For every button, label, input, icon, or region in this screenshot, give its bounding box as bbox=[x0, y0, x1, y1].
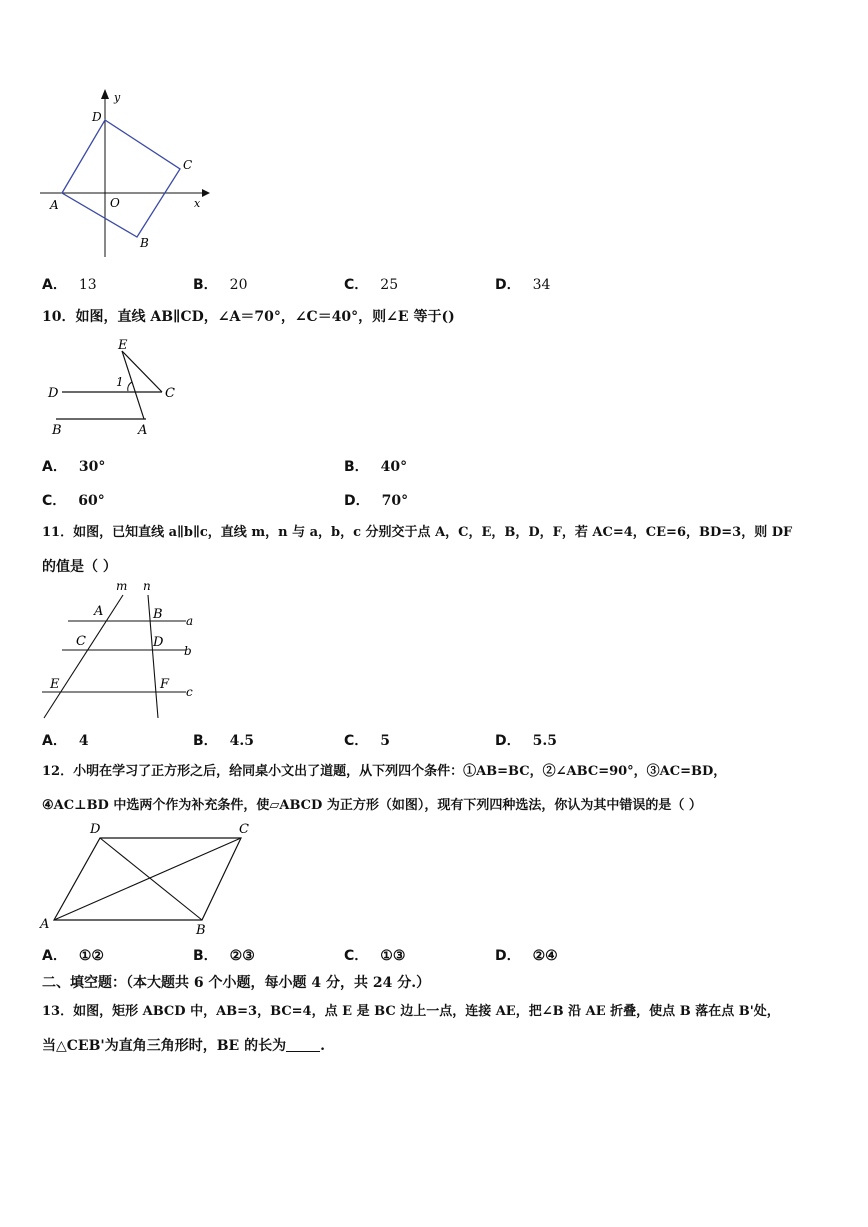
label-y: y bbox=[114, 91, 121, 104]
label-B: B bbox=[52, 423, 62, 438]
q9-option-b[interactable]: B． 20 bbox=[193, 277, 248, 293]
label-C: C bbox=[76, 634, 86, 649]
q11-text-line1: 11．如图，已知直线 a∥b∥c，直线 m，n 与 a，b，c 分别交于点 A，C，E，B，D，F，若 AC=4，CE=6，BD=3，则 DF bbox=[42, 525, 793, 540]
q13-text-line2 bbox=[42, 1036, 325, 1056]
q11-option-c[interactable]: C． 5 bbox=[344, 733, 391, 749]
q10-text: 10．如图，直线 AB∥CD，∠A＝70°，∠C＝40°，则∠E 等于() bbox=[42, 309, 455, 325]
label-m: m bbox=[116, 579, 128, 593]
diagonal-ac bbox=[54, 838, 241, 920]
label-B: B bbox=[153, 607, 163, 622]
q13-text-after-blank: . bbox=[320, 1038, 325, 1054]
q11-option-d[interactable]: D． 5.5 bbox=[495, 733, 557, 749]
label-A: A bbox=[40, 917, 50, 932]
q10-figure bbox=[42, 335, 202, 445]
label-E: E bbox=[50, 677, 60, 692]
q12-text-line1: 12．小明在学习了正方形之后，给同桌小文出了道题，从下列四个条件：①AB=BC，②∠ABC=90°，③AC=BD， bbox=[42, 764, 727, 779]
q10-option-d[interactable]: D． 70° bbox=[344, 493, 409, 509]
label-a: a bbox=[186, 614, 194, 628]
label-E: E bbox=[118, 338, 128, 353]
line-m bbox=[44, 595, 123, 718]
q12-option-b[interactable]: B． ②③ bbox=[193, 948, 255, 964]
square-abcd bbox=[62, 120, 180, 237]
q9-option-d[interactable]: D． 34 bbox=[495, 277, 551, 293]
label-D: D bbox=[48, 386, 59, 401]
angle-1-arc bbox=[128, 382, 132, 391]
q10-option-a[interactable]: A． 30° bbox=[42, 459, 106, 475]
label-b: b bbox=[184, 644, 192, 658]
q12-figure bbox=[36, 818, 256, 936]
q9-option-a[interactable]: A． 13 bbox=[42, 277, 97, 293]
q9-option-c[interactable]: C． 25 bbox=[344, 277, 399, 293]
q13-answer-blank[interactable] bbox=[286, 1037, 320, 1052]
label-D: D bbox=[92, 110, 102, 124]
label-C: C bbox=[183, 158, 193, 172]
q12-option-d[interactable]: D． ②④ bbox=[495, 948, 558, 964]
label-D: D bbox=[153, 635, 164, 650]
label-x: x bbox=[194, 197, 201, 210]
label-A: A bbox=[50, 198, 59, 212]
q12-option-a[interactable]: A． ①② bbox=[42, 948, 104, 964]
diagonal-bd bbox=[100, 838, 202, 920]
q11-option-a[interactable]: A． 4 bbox=[42, 733, 89, 749]
q9-figure bbox=[30, 85, 220, 265]
label-D: D bbox=[90, 822, 101, 837]
label-C: C bbox=[165, 386, 175, 401]
label-C: C bbox=[239, 822, 249, 837]
label-O: O bbox=[110, 196, 120, 210]
label-A: A bbox=[138, 423, 148, 438]
q13-text-line1: 13．如图，矩形 ABCD 中，AB=3，BC=4，点 E 是 BC 边上一点，连接 AE，把∠B 沿 AE 折叠，使点 B 落在点 B'处， bbox=[42, 1004, 780, 1019]
q12-option-c[interactable]: C． ①③ bbox=[344, 948, 406, 964]
q10-option-c[interactable]: C． 60° bbox=[42, 493, 105, 509]
q12-text-line2: ④AC⊥BD 中选两个作为补充条件，使▱ABCD 为正方形（如图），现有下列四种选法，你认为其中错误的是（ ） bbox=[42, 798, 702, 813]
label-n: n bbox=[143, 579, 151, 593]
y-axis-arrow bbox=[101, 89, 109, 99]
q10-option-b[interactable]: B． 40° bbox=[344, 459, 408, 475]
label-c: c bbox=[186, 685, 193, 699]
label-B: B bbox=[196, 923, 206, 936]
x-axis-arrow bbox=[202, 189, 210, 197]
section2-heading: 二、填空题：（本大题共 6 个小题，每小题 4 分，共 24 分.） bbox=[42, 975, 431, 991]
label-1: 1 bbox=[116, 375, 124, 389]
label-B: B bbox=[140, 236, 149, 250]
label-A: A bbox=[94, 604, 104, 619]
segment-ea bbox=[122, 351, 144, 419]
label-F: F bbox=[160, 677, 170, 692]
q11-figure bbox=[36, 578, 206, 723]
q11-text-line2: 的值是（ ） bbox=[42, 559, 117, 575]
q13-text-before-blank: 当△CEB'为直角三角形时，BE 的长为 bbox=[42, 1038, 287, 1054]
q11-option-b[interactable]: B． 4.5 bbox=[193, 733, 255, 749]
